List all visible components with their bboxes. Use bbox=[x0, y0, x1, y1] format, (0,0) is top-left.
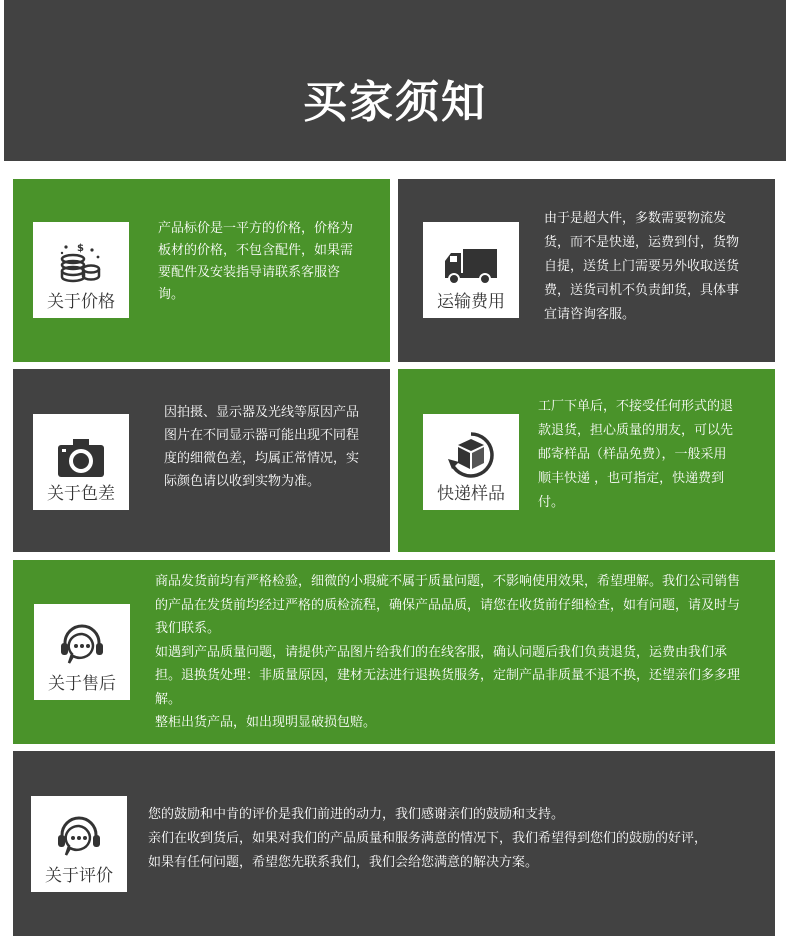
camera-icon bbox=[56, 437, 106, 479]
truck-icon bbox=[443, 245, 499, 287]
coins-icon bbox=[56, 241, 106, 287]
card-text-price: 产品标价是一平方的价格，价格为板材的价格，不包含配件，如果需要配件及安装指导请联系客服咨询。 bbox=[158, 221, 354, 302]
badge-label-sample: 快递样品 bbox=[437, 484, 505, 503]
badge-label-price: 关于价格 bbox=[47, 292, 115, 311]
aftersale-paragraph: 商品发货前均有严格检验，细微的小瑕疵不属于质量问题，不影响使用效果，希望理解。我们公司销售的产品在发货前均经过严格的质检流程，确保产品品质，请您在收货前仔细检查，如有问题，请及时与我们联系。 bbox=[155, 574, 741, 636]
svg-text:$: $ bbox=[77, 243, 84, 254]
badge-label-review: 关于评价 bbox=[45, 866, 113, 885]
aftersale-paragraph: 如遇到产品质量问题，请提供产品图片给我们的在线客服，确认问题后我们负责退货，运费由我们承担。退换货处理：非质量原因，建材无法进行退换货服务，定制产品非质量不退不换，还望亲们多多理解。 bbox=[155, 644, 741, 707]
badge-label-aftersale: 关于售后 bbox=[48, 674, 116, 693]
card-text-shipping: 由于是超大件，多数需要物流发货，而不是快递，运费到付，货物自提，送货上门需要另外收取送货费，送货司机不负责卸货，具体事宜请咨询客服。 bbox=[544, 211, 740, 322]
card-review bbox=[13, 751, 775, 936]
card-color bbox=[13, 369, 390, 552]
badge-shipping bbox=[423, 222, 519, 318]
page-title: 买家须知 bbox=[303, 76, 487, 128]
headset-chat-icon bbox=[59, 623, 105, 669]
card-text-aftersale bbox=[155, 570, 747, 735]
badge-color bbox=[33, 414, 129, 510]
header-banner bbox=[4, 0, 786, 161]
card-shipping bbox=[398, 179, 775, 362]
card-text-review bbox=[148, 803, 763, 875]
badge-aftersale bbox=[34, 604, 130, 700]
card-text-sample: 工厂下单后，不接受任何形式的退款退货，担心质量的朋友，可以先邮寄样品（样品免费），一般采用顺丰快递 ，也可指定，快递费到付。 bbox=[538, 399, 734, 510]
headset-chat-icon bbox=[56, 815, 102, 861]
card-aftersale bbox=[13, 560, 775, 744]
review-line: 亲们在收到货后，如果对我们的产品质量和服务满意的情况下，我们希望得到您们的鼓励的好评， bbox=[148, 831, 708, 846]
badge-label-color: 关于色差 bbox=[47, 484, 115, 503]
review-line: 您的鼓励和中肯的评价是我们前进的动力，我们感谢亲们的鼓励和支持。 bbox=[148, 807, 565, 822]
aftersale-paragraph: 整柜出货产品，如出现明显破损包赔。 bbox=[155, 715, 377, 730]
badge-label-shipping: 运输费用 bbox=[437, 292, 505, 311]
card-price bbox=[13, 179, 390, 362]
badge-sample bbox=[423, 414, 519, 510]
review-line: 如果有任何问题，希望您先联系我们，我们会给您满意的解决方案。 bbox=[148, 855, 539, 870]
badge-price bbox=[33, 222, 129, 318]
card-sample bbox=[398, 369, 775, 552]
card-text-color: 因拍摄、显示器及光线等原因产品图片在不同显示器可能出现不同程度的细微色差，均属正常情况，实际颜色请以收到实物为准。 bbox=[164, 405, 360, 489]
package-icon bbox=[446, 431, 496, 479]
badge-review bbox=[31, 796, 127, 892]
